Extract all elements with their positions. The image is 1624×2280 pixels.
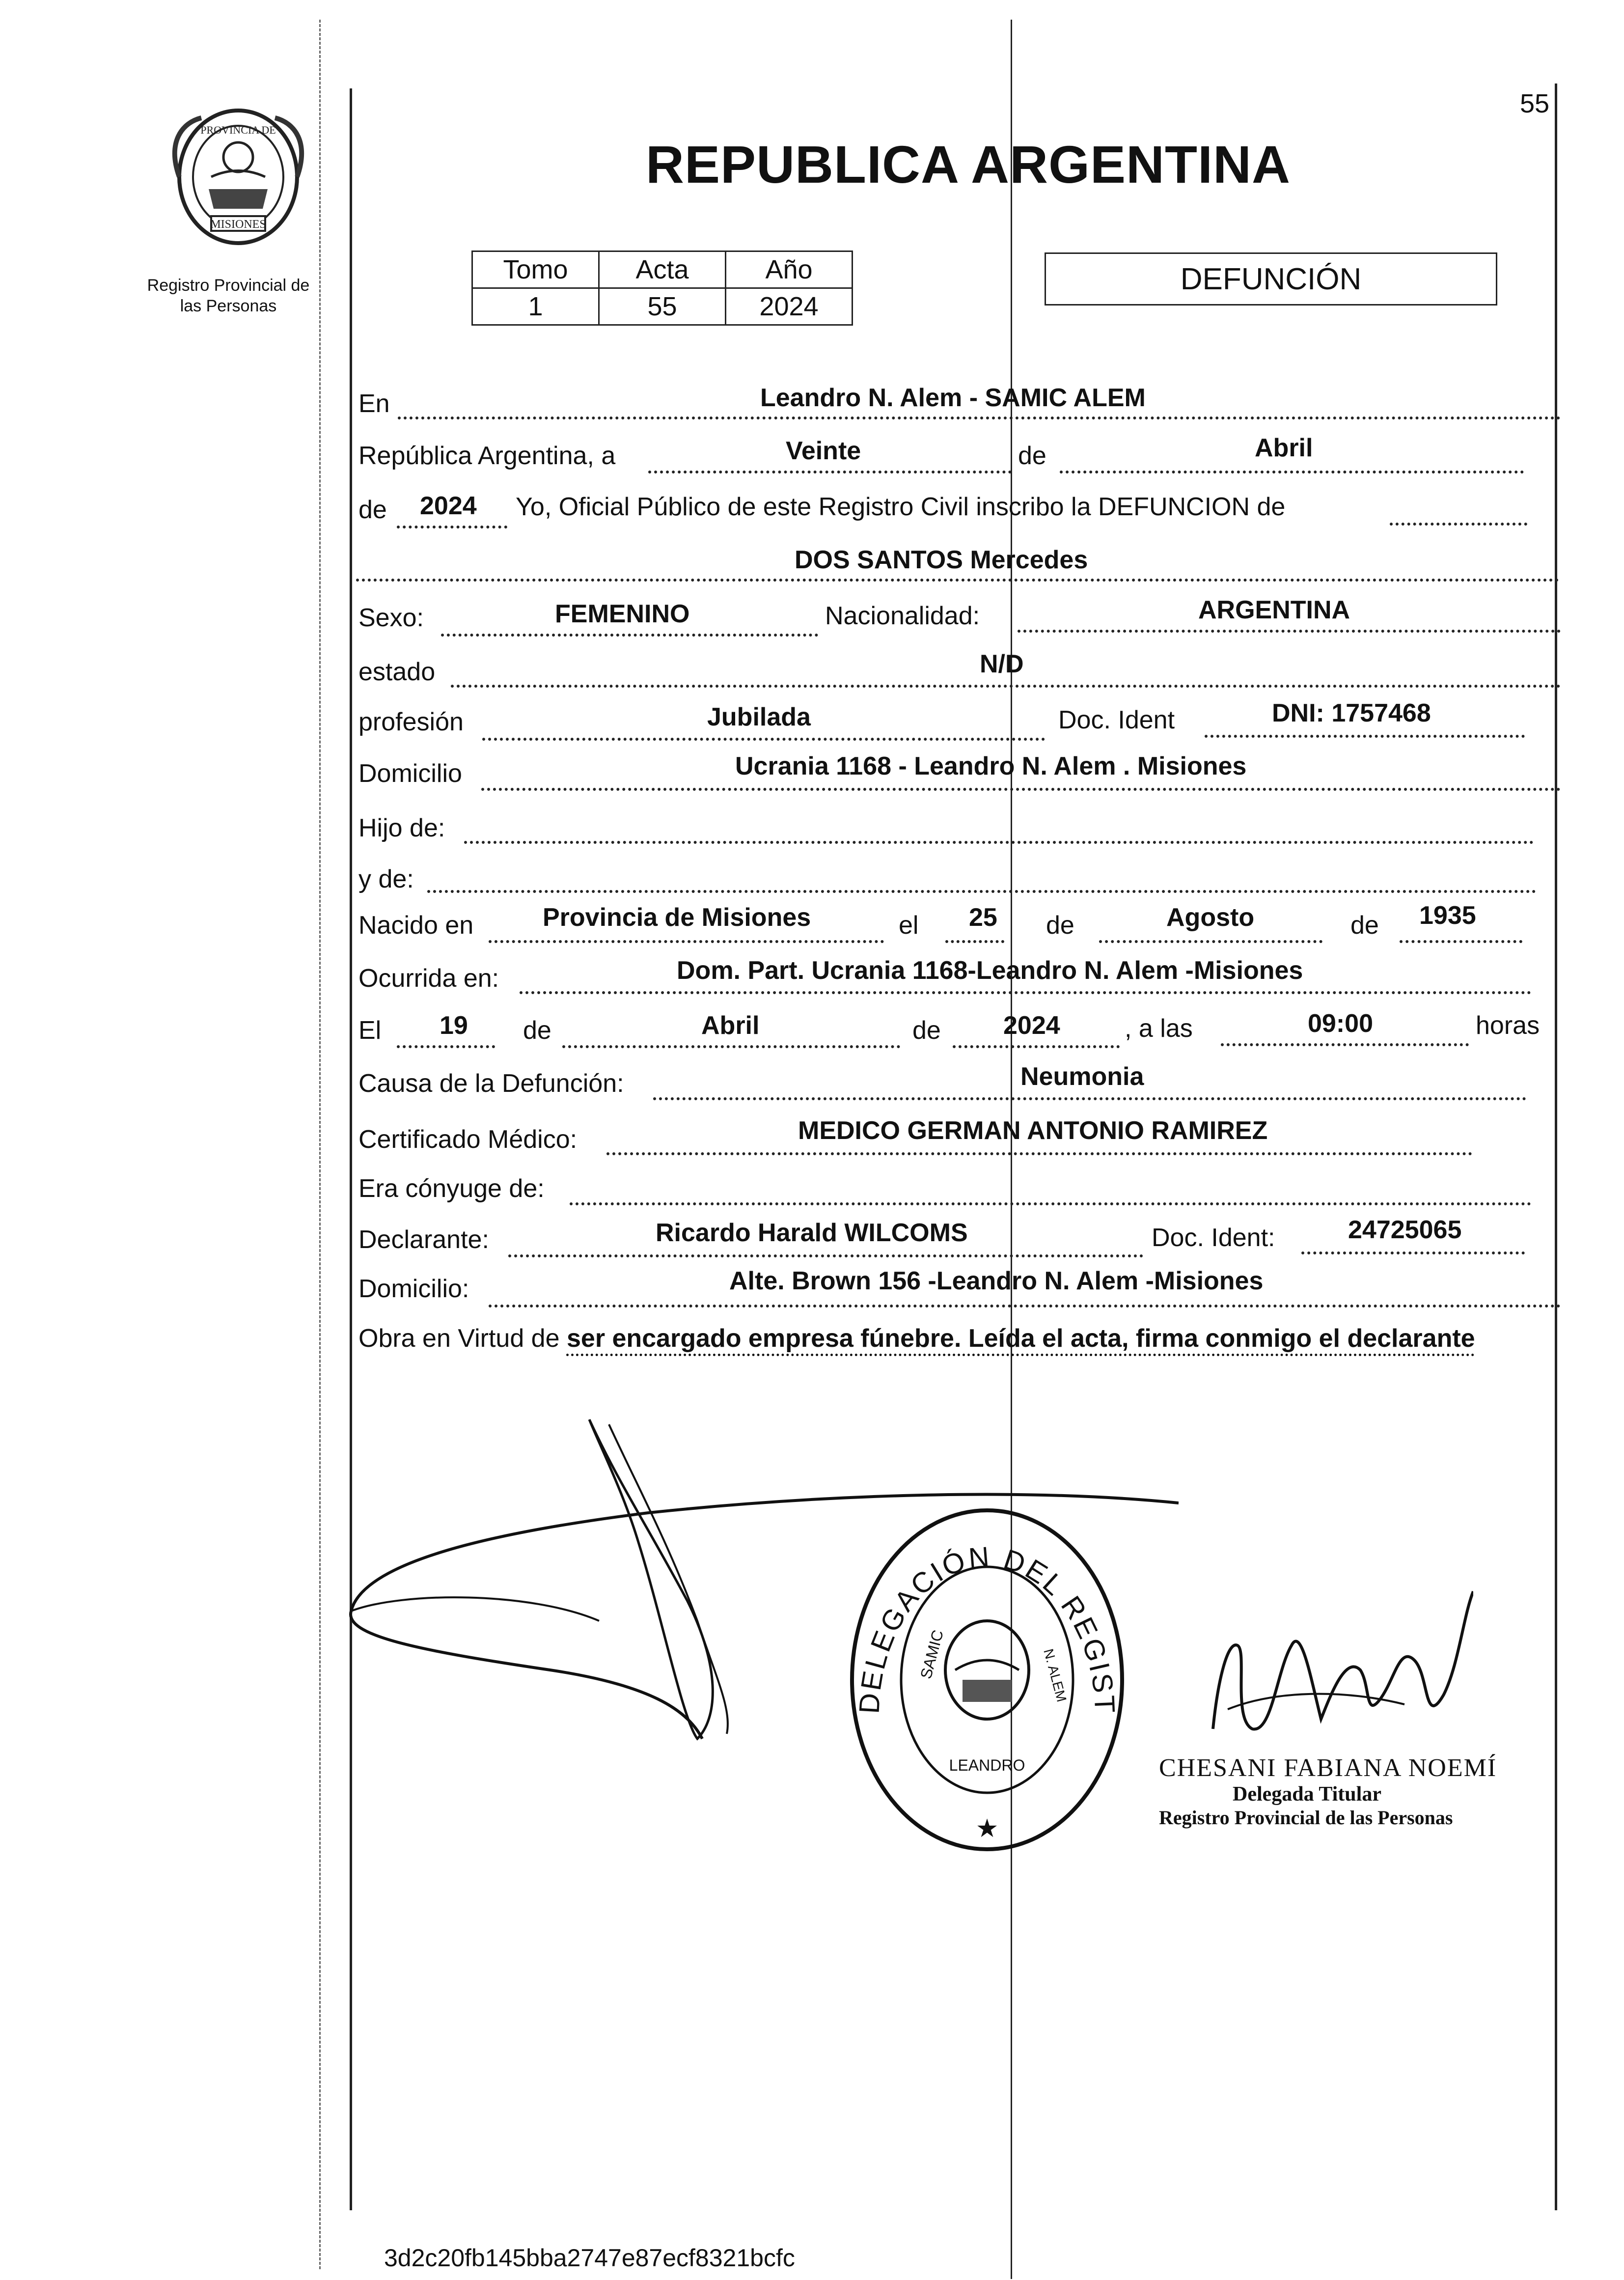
doc2-value: 24725065 xyxy=(1348,1216,1462,1244)
sexo-label: Sexo: xyxy=(358,604,424,632)
nombre-value: DOS SANTOS Mercedes xyxy=(795,546,1088,574)
domicilio-value: Ucrania 1168 - Leandro N. Alem . Misiones xyxy=(735,752,1247,780)
left-margin-line xyxy=(350,88,352,2210)
fallec-anio: 2024 xyxy=(1003,1011,1060,1040)
estado-dots xyxy=(451,685,1561,688)
estado-value: N/D xyxy=(980,650,1024,678)
doc-dots xyxy=(1205,735,1525,738)
profesion-label: profesión xyxy=(358,708,464,736)
obra-paragraph xyxy=(358,1321,1559,1356)
doc2-dots xyxy=(1301,1251,1525,1254)
fallec-dia-dots xyxy=(397,1045,495,1048)
dia-texto: Veinte xyxy=(786,437,861,465)
dia-dots xyxy=(648,471,1012,473)
province-seal xyxy=(157,103,319,250)
domicilio2-dots xyxy=(489,1305,1561,1307)
register-table-header-row xyxy=(472,251,853,288)
register-table xyxy=(471,250,853,326)
svg-text:PROVINCIA DE: PROVINCIA DE xyxy=(200,124,276,136)
declarante-value: Ricardo Harald WILCOMS xyxy=(656,1219,968,1247)
nacido-lugar-dots xyxy=(489,940,884,943)
fallec-anio-dots xyxy=(953,1045,1120,1048)
anio-value: 2024 xyxy=(420,492,477,520)
el2-label: El xyxy=(358,1016,382,1045)
registry-stamp xyxy=(845,1503,1129,1857)
domicilio2-label: Domicilio: xyxy=(358,1275,469,1303)
nacido-de2-label: de xyxy=(1350,911,1379,940)
profesion-value: Jubilada xyxy=(707,703,811,731)
yo-dots xyxy=(1390,523,1527,526)
fallec-de2-label: de xyxy=(912,1016,941,1045)
nacido-anio: 1935 xyxy=(1419,901,1476,930)
nacido-lugar: Provincia de Misiones xyxy=(543,903,811,932)
en-dots xyxy=(398,417,1561,419)
header-tomo: Tomo xyxy=(472,251,599,288)
svg-text:MISIONES: MISIONES xyxy=(210,218,266,231)
domicilio-dots xyxy=(481,788,1561,791)
svg-text:DELEGACIÓN DEL REGISTRO DE LAS: DELEGACIÓN DEL REGIST xyxy=(853,1540,1121,1716)
footer-hash: 3d2c20fb145bba2747e87ecf8321bcfc xyxy=(384,2244,795,2272)
yde-dots xyxy=(427,890,1536,893)
obra-label: Obra en Virtud de xyxy=(358,1324,560,1353)
domicilio2-value: Alte. Brown 156 -Leandro N. Alem -Misiones xyxy=(729,1267,1264,1295)
document-type-box: DEFUNCIÓN xyxy=(1045,252,1497,306)
causa-dots xyxy=(653,1097,1526,1100)
right-margin-line xyxy=(1555,83,1557,2210)
republica-label: República Argentina, a xyxy=(358,442,616,470)
nacionalidad-value: ARGENTINA xyxy=(1198,596,1350,624)
hijo-label: Hijo de: xyxy=(358,814,445,842)
profesion-dots xyxy=(482,738,1045,741)
doc2-label: Doc. Ident: xyxy=(1152,1223,1275,1252)
yo-text: Yo, Oficial Público de este Registro Civil inscribo la DEFUNCION de xyxy=(516,493,1286,521)
hora-dots xyxy=(1221,1043,1469,1046)
declarante-label: Declarante: xyxy=(358,1225,489,1254)
estado-label: estado xyxy=(358,658,436,686)
causa-label: Causa de la Defunción: xyxy=(358,1069,624,1098)
nacido-dia: 25 xyxy=(969,903,997,932)
yde-label: y de: xyxy=(358,865,414,893)
page-number: 55 xyxy=(1520,89,1550,118)
signatory-office: Registro Provincial de las Personas xyxy=(1159,1807,1453,1829)
signatory-block xyxy=(1159,1753,1532,1829)
obra-text: ser encargado empresa fúnebre. Leída el acta, firma conmigo el declarante xyxy=(566,1324,1475,1353)
fallec-mes-dots xyxy=(562,1045,900,1048)
causa-value: Neumonia xyxy=(1020,1062,1144,1091)
fallec-mes: Abril xyxy=(701,1011,760,1040)
delegate-signature xyxy=(1198,1572,1473,1749)
seal-caption-line1: Registro Provincial de xyxy=(147,276,310,295)
certificado-value: MEDICO GERMAN ANTONIO RAMIREZ xyxy=(798,1116,1268,1145)
nacido-dia-dots xyxy=(945,940,1004,943)
value-acta: 55 xyxy=(599,288,726,325)
nacionalidad-label: Nacionalidad: xyxy=(825,602,980,630)
anio-dots xyxy=(397,526,507,528)
hijo-dots xyxy=(464,841,1534,844)
de2-label: de xyxy=(358,496,387,524)
hora-value: 09:00 xyxy=(1308,1009,1373,1038)
nacido-mes-dots xyxy=(1099,940,1322,943)
sexo-dots xyxy=(441,634,818,637)
en-value: Leandro N. Alem - SAMIC ALEM xyxy=(760,384,1146,412)
svg-text:N. ALEM: N. ALEM xyxy=(1041,1647,1070,1704)
ocurrida-value: Dom. Part. Ucrania 1168-Leandro N. Alem -Misiones xyxy=(677,956,1303,985)
register-table-value-row xyxy=(472,288,853,325)
value-tomo: 1 xyxy=(472,288,599,325)
de-label: de xyxy=(1018,442,1046,470)
nacido-de1-label: de xyxy=(1046,911,1074,940)
nacido-label: Nacido en xyxy=(358,911,474,940)
seal-caption-line2: las Personas xyxy=(180,297,277,315)
doc-value: DNI: 1757468 xyxy=(1272,699,1431,727)
nombre-dots xyxy=(356,579,1559,582)
conyuge-dots xyxy=(570,1202,1531,1205)
document-title: REPUBLICA ARGENTINA xyxy=(646,135,1291,194)
seal-caption xyxy=(130,275,327,316)
alas-label: , a las xyxy=(1125,1014,1193,1043)
nacido-mes: Agosto xyxy=(1166,903,1255,932)
svg-text:LEANDRO: LEANDRO xyxy=(949,1756,1025,1774)
svg-text:★: ★ xyxy=(975,1814,999,1843)
nacido-anio-dots xyxy=(1400,940,1522,943)
domicilio-label: Domicilio xyxy=(358,759,462,788)
doc-label: Doc. Ident xyxy=(1058,706,1175,734)
center-fold-line xyxy=(1011,20,1012,2279)
nacido-el-label: el xyxy=(899,911,919,940)
conyuge-label: Era cónyuge de: xyxy=(358,1174,545,1203)
ocurrida-label: Ocurrida en: xyxy=(358,964,499,993)
mes-dots xyxy=(1060,471,1524,473)
header-acta: Acta xyxy=(599,251,726,288)
en-label: En xyxy=(358,389,390,418)
fallec-de1-label: de xyxy=(523,1016,551,1045)
ocurrida-dots xyxy=(520,991,1531,994)
certificado-dots xyxy=(606,1152,1472,1155)
certificado-label: Certificado Médico: xyxy=(358,1125,578,1154)
value-anio: 2024 xyxy=(726,288,853,325)
signatory-name: CHESANI FABIANA NOEMÍ xyxy=(1159,1754,1497,1782)
fallec-dia: 19 xyxy=(440,1011,468,1040)
signatory-role: Delegada Titular xyxy=(1233,1783,1381,1806)
nacionalidad-dots xyxy=(1018,630,1561,633)
sexo-value: FEMENINO xyxy=(555,600,690,628)
mes-texto: Abril xyxy=(1255,434,1313,462)
horas-label: horas xyxy=(1476,1011,1540,1040)
svg-text:SAMIC: SAMIC xyxy=(916,1628,947,1681)
declarante-dots xyxy=(508,1254,1143,1257)
header-anio: Año xyxy=(726,251,853,288)
left-binding-dashes xyxy=(319,20,321,2269)
